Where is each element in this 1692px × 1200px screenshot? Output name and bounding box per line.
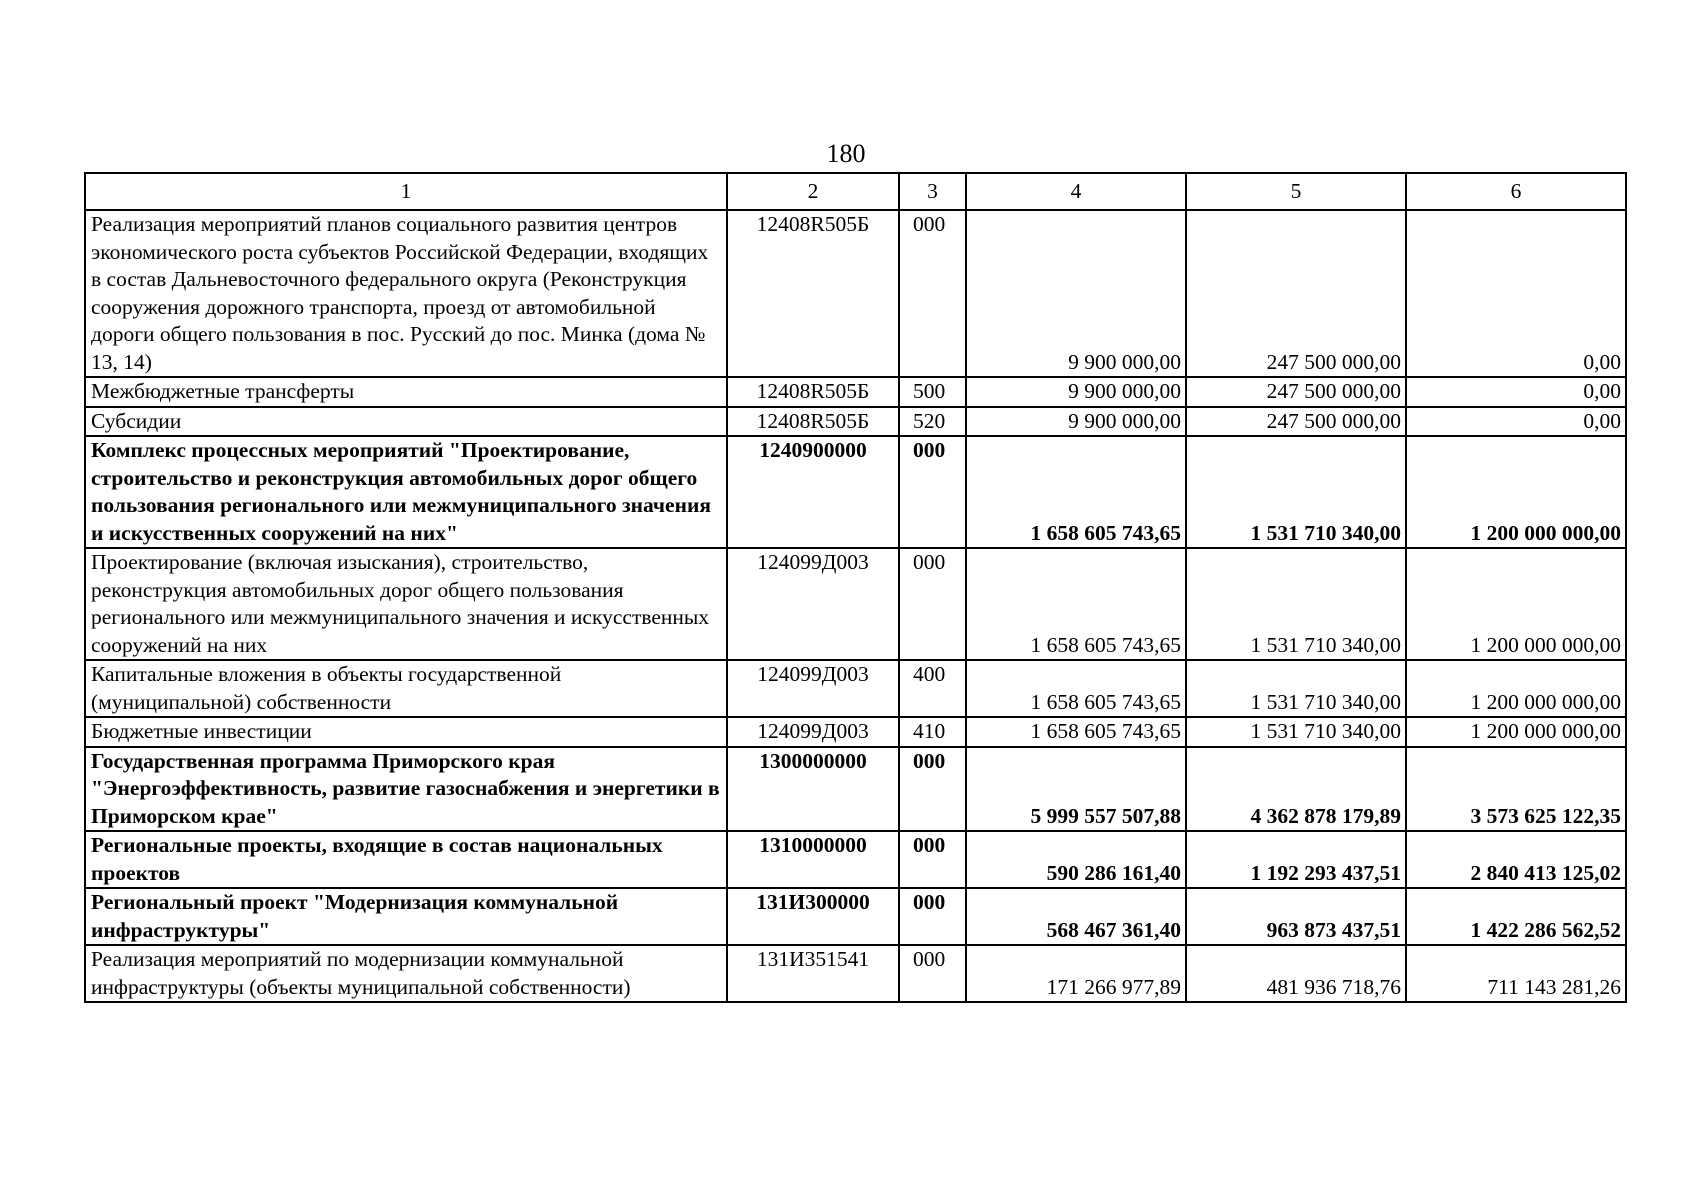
row-code: 124099Д003 <box>727 660 899 717</box>
row-value-1: 568 467 361,40 <box>966 888 1186 945</box>
row-name: Межбюджетные трансферты <box>85 377 727 407</box>
row-value-2: 4 362 878 179,89 <box>1186 747 1406 832</box>
row-value-1: 9 900 000,00 <box>966 210 1186 377</box>
row-code: 131И300000 <box>727 888 899 945</box>
row-value-3: 0,00 <box>1406 407 1626 437</box>
row-name: Реализация мероприятий планов социального развития центров экономического роста субъектов Российской Федерации, входящих в состав Дальневосточного федерального округа (Реконструкция сооружения дорожного транспорта, проезд от автомобильной дороги общего пользования в пос. Русский до пос. Минка (дома № 13, 14) <box>85 210 727 377</box>
row-type: 520 <box>899 407 966 437</box>
row-value-1: 1 658 605 743,65 <box>966 436 1186 548</box>
row-value-1: 590 286 161,40 <box>966 831 1186 888</box>
row-value-3: 3 573 625 122,35 <box>1406 747 1626 832</box>
row-code: 12408R505Б <box>727 210 899 377</box>
row-type: 000 <box>899 888 966 945</box>
table-row <box>85 945 1626 1002</box>
row-value-1: 1 658 605 743,65 <box>966 717 1186 747</box>
row-type: 500 <box>899 377 966 407</box>
row-value-3: 1 200 000 000,00 <box>1406 660 1626 717</box>
row-type: 000 <box>899 831 966 888</box>
table-row <box>85 747 1626 832</box>
row-type: 000 <box>899 210 966 377</box>
row-value-2: 481 936 718,76 <box>1186 945 1406 1002</box>
table-row <box>85 210 1626 377</box>
row-value-2: 247 500 000,00 <box>1186 407 1406 437</box>
row-value-2: 963 873 437,51 <box>1186 888 1406 945</box>
row-name: Капитальные вложения в объекты государственной (муниципальной) собственности <box>85 660 727 717</box>
row-value-3: 1 200 000 000,00 <box>1406 548 1626 660</box>
table-row <box>85 407 1626 437</box>
row-value-1: 1 658 605 743,65 <box>966 660 1186 717</box>
row-value-3: 1 200 000 000,00 <box>1406 436 1626 548</box>
table-row <box>85 888 1626 945</box>
row-type: 000 <box>899 548 966 660</box>
row-name: Проектирование (включая изыскания), строительство, реконструкция автомобильных дорог общего пользования регионального или межмуниципального значения и искусственных сооружений на них <box>85 548 727 660</box>
row-name: Региональные проекты, входящие в состав национальных проектов <box>85 831 727 888</box>
table-row <box>85 377 1626 407</box>
row-value-2: 1 192 293 437,51 <box>1186 831 1406 888</box>
row-code: 131И351541 <box>727 945 899 1002</box>
header-row <box>85 173 1626 210</box>
row-code: 1310000000 <box>727 831 899 888</box>
row-value-2: 1 531 710 340,00 <box>1186 660 1406 717</box>
table-row <box>85 548 1626 660</box>
row-value-3: 1 200 000 000,00 <box>1406 717 1626 747</box>
table-row <box>85 436 1626 548</box>
row-name: Субсидии <box>85 407 727 437</box>
row-value-3: 0,00 <box>1406 377 1626 407</box>
row-value-3: 2 840 413 125,02 <box>1406 831 1626 888</box>
row-value-1: 1 658 605 743,65 <box>966 548 1186 660</box>
header-col-5: 5 <box>1186 173 1406 210</box>
row-code: 1240900000 <box>727 436 899 548</box>
row-code: 12408R505Б <box>727 377 899 407</box>
row-name: Государственная программа Приморского края "Энергоэффективность, развитие газоснабжения и энергетики в Приморском крае" <box>85 747 727 832</box>
row-value-1: 171 266 977,89 <box>966 945 1186 1002</box>
page-number: 180 <box>826 139 866 168</box>
row-type: 000 <box>899 945 966 1002</box>
row-type: 000 <box>899 747 966 832</box>
header-col-1: 1 <box>85 173 727 210</box>
row-value-2: 247 500 000,00 <box>1186 210 1406 377</box>
row-value-2: 1 531 710 340,00 <box>1186 436 1406 548</box>
row-code: 1300000000 <box>727 747 899 832</box>
header-col-4: 4 <box>966 173 1186 210</box>
header-col-3: 3 <box>899 173 966 210</box>
row-value-3: 0,00 <box>1406 210 1626 377</box>
row-name: Комплекс процессных мероприятий "Проектирование, строительство и реконструкция автомобильных дорог общего пользования регионального или межмуниципального значения и искусственных сооружений на них" <box>85 436 727 548</box>
row-value-2: 1 531 710 340,00 <box>1186 717 1406 747</box>
header-col-6: 6 <box>1406 173 1626 210</box>
row-value-3: 1 422 286 562,52 <box>1406 888 1626 945</box>
row-type: 400 <box>899 660 966 717</box>
budget-table <box>84 172 1627 1003</box>
row-name: Региональный проект "Модернизация коммунальной инфраструктуры" <box>85 888 727 945</box>
row-value-2: 1 531 710 340,00 <box>1186 548 1406 660</box>
header-col-2: 2 <box>727 173 899 210</box>
row-value-3: 711 143 281,26 <box>1406 945 1626 1002</box>
row-code: 12408R505Б <box>727 407 899 437</box>
row-type: 410 <box>899 717 966 747</box>
row-code: 124099Д003 <box>727 717 899 747</box>
row-value-2: 247 500 000,00 <box>1186 377 1406 407</box>
row-name: Реализация мероприятий по модернизации коммунальной инфраструктуры (объекты муниципальной собственности) <box>85 945 727 1002</box>
row-value-1: 5 999 557 507,88 <box>966 747 1186 832</box>
table-row <box>85 660 1626 717</box>
row-value-1: 9 900 000,00 <box>966 377 1186 407</box>
row-name: Бюджетные инвестиции <box>85 717 727 747</box>
row-code: 124099Д003 <box>727 548 899 660</box>
row-type: 000 <box>899 436 966 548</box>
table-row <box>85 831 1626 888</box>
row-value-1: 9 900 000,00 <box>966 407 1186 437</box>
table-row <box>85 717 1626 747</box>
